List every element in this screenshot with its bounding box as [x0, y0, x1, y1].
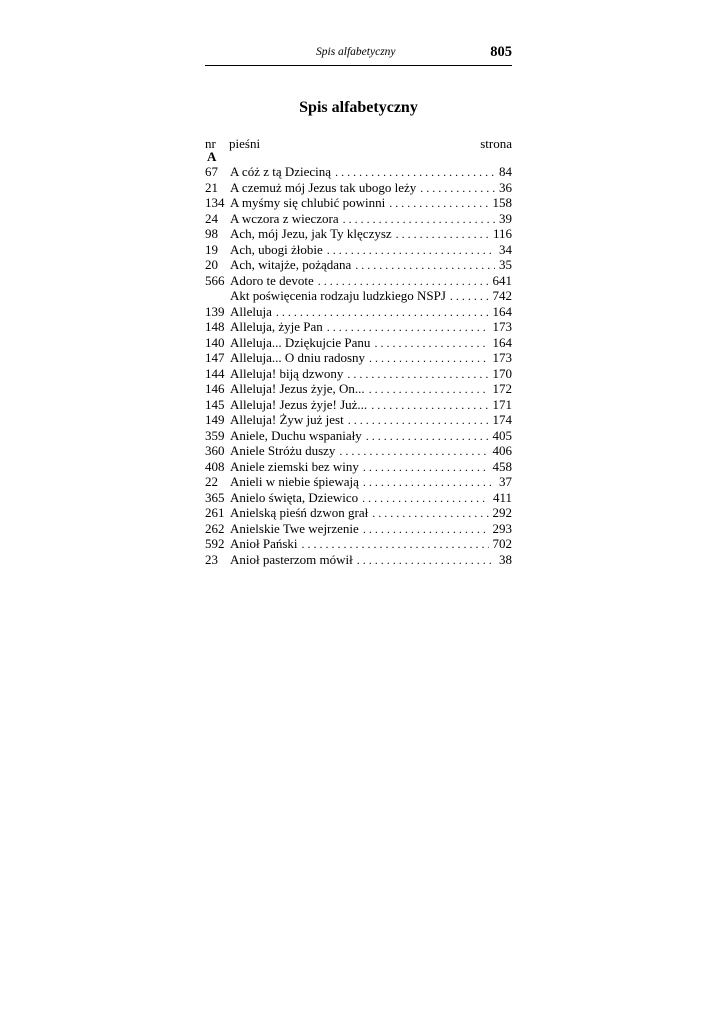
entry-line [230, 443, 512, 460]
entry-title: Alleluja... O dniu radosny [230, 350, 366, 365]
entry-page: 458 [492, 458, 512, 474]
entry-page: 292 [492, 505, 512, 520]
dot-leader [366, 429, 489, 445]
entry-title: Aniele, Duchu wspaniały [230, 427, 362, 443]
index-entry [205, 180, 512, 196]
dot-leader [369, 382, 489, 398]
header-rule [205, 65, 512, 66]
entry-line [230, 366, 512, 383]
entry-title: Anielską pieśń dzwon grał [230, 505, 369, 520]
entry-line [230, 474, 512, 491]
index-entry [205, 319, 512, 335]
index-entry [205, 164, 512, 180]
entry-number: 365 [205, 489, 225, 505]
entry-title: Aniele Stróżu duszy [230, 443, 336, 458]
dot-leader [372, 506, 488, 522]
entry-line [230, 257, 512, 274]
entry-title: Ach, mój Jezu, jak Ty klęczysz [230, 226, 392, 241]
index-entry [205, 350, 512, 366]
entry-title: Alleluja! Jezus żyje! Już... [230, 396, 368, 412]
dot-leader [343, 212, 495, 228]
index-entry [205, 397, 512, 413]
running-title: Spis alfabetyczny [316, 46, 396, 58]
entry-line [230, 459, 512, 476]
index-entry [205, 521, 512, 537]
dot-leader [396, 227, 489, 243]
entry-number: 147 [205, 350, 225, 365]
dot-leader [348, 413, 489, 429]
entry-title: Ach, ubogi żłobie [230, 241, 323, 257]
entry-title: Anielskie Twe wejrzenie [230, 520, 359, 536]
entry-page: 174 [492, 412, 512, 427]
entry-line [230, 350, 512, 367]
index-entry [205, 474, 512, 490]
entry-line [230, 536, 512, 553]
entry-line [230, 490, 512, 507]
entry-page: 173 [492, 319, 512, 334]
dot-leader [369, 351, 488, 367]
entry-page: 293 [492, 520, 512, 536]
entry-title: Akt poświęcenia rodzaju ludzkiego NSPJ [230, 288, 446, 303]
dot-leader [347, 367, 488, 383]
column-header-song: pieśni [229, 136, 261, 151]
index-entry [205, 242, 512, 258]
index-entry [205, 211, 512, 227]
dot-leader [357, 553, 495, 569]
entry-title: Alleluja! Żyw już jest [230, 412, 344, 427]
entry-page: 39 [499, 210, 512, 226]
entry-title: Alleluja, żyje Pan [230, 319, 323, 334]
entry-title: A czemuż mój Jezus tak ubogo leży [230, 179, 417, 195]
entry-number: 139 [205, 303, 225, 319]
entry-number: 145 [205, 396, 225, 412]
entry-number: 261 [205, 505, 225, 520]
index-entry [205, 459, 512, 475]
entry-title: Anioł pasterzom mówił [230, 551, 353, 567]
index-entry [205, 288, 512, 304]
dot-leader [335, 165, 495, 181]
index-entry-list [205, 164, 512, 567]
dot-leader [302, 537, 489, 553]
index-entry [205, 273, 512, 289]
entry-number: 67 [205, 164, 218, 179]
entry-number: 21 [205, 179, 218, 195]
entry-number: 23 [205, 551, 218, 567]
entry-title: A wczora z wieczora [230, 210, 339, 226]
index-entry [205, 226, 512, 242]
entry-page: 36 [499, 179, 512, 195]
entry-title: Aniele ziemski bez winy [230, 458, 359, 474]
dot-leader [389, 196, 488, 212]
entry-line [230, 335, 512, 352]
entry-number: 19 [205, 241, 218, 257]
entry-title: Ach, witajże, pożądana [230, 257, 352, 272]
entry-page: 405 [492, 427, 512, 443]
index-entry [205, 443, 512, 459]
entry-number: 140 [205, 334, 225, 350]
entry-title: A myśmy się chlubić powinni [230, 195, 386, 210]
entry-line [230, 226, 512, 243]
entry-line [230, 164, 512, 181]
entry-number: 24 [205, 210, 218, 226]
dot-leader [327, 243, 495, 259]
entry-page: 172 [492, 381, 512, 396]
entry-title: Alleluja... Dziękujcie Panu [230, 334, 371, 350]
dot-leader [450, 289, 489, 305]
entry-number: 149 [205, 412, 225, 427]
entry-number: 20 [205, 257, 218, 272]
index-entry [205, 505, 512, 521]
dot-leader [420, 181, 495, 197]
entry-number: 592 [205, 536, 225, 551]
entry-page: 116 [492, 226, 512, 241]
section-letter: A [207, 149, 217, 164]
entry-page: 411 [492, 489, 512, 505]
entry-line [230, 505, 512, 522]
entry-page: 171 [492, 396, 512, 412]
index-entry [205, 412, 512, 428]
entry-page: 702 [492, 536, 512, 551]
entry-line [230, 319, 512, 336]
index-entry [205, 335, 512, 351]
entry-page: 35 [499, 257, 512, 272]
index-entry [205, 304, 512, 320]
entry-page: 37 [499, 474, 512, 489]
dot-leader [371, 398, 488, 414]
entry-page: 173 [492, 350, 512, 365]
entry-page: 38 [499, 551, 512, 567]
entry-page: 158 [492, 195, 512, 210]
entry-line [230, 304, 512, 321]
entry-title: Alleluja [230, 303, 272, 319]
dot-leader [363, 522, 489, 538]
entry-page: 170 [492, 365, 512, 381]
entry-number: 98 [205, 226, 218, 241]
dot-leader [374, 336, 488, 352]
index-entry [205, 490, 512, 506]
column-header-number: nr [205, 136, 216, 151]
index-entry [205, 366, 512, 382]
entry-line [230, 552, 512, 569]
entry-title: Alleluja! biją dzwony [230, 365, 344, 381]
page-number: 805 [490, 44, 512, 60]
dot-leader [327, 320, 489, 336]
dot-leader [318, 274, 489, 290]
entry-line [230, 211, 512, 228]
index-entry [205, 552, 512, 568]
entry-number: 148 [205, 319, 225, 334]
entry-page: 742 [492, 288, 512, 303]
entry-line [230, 521, 512, 538]
column-header-page: strona [480, 136, 512, 151]
entry-number: 262 [205, 520, 225, 536]
index-title: Spis alfabetyczny [299, 99, 418, 116]
entry-title: Anioł Pański [230, 536, 298, 551]
entry-line [230, 273, 512, 290]
dot-leader [363, 475, 495, 491]
entry-page: 84 [499, 164, 512, 179]
entry-number: 359 [205, 427, 225, 443]
entry-number: 144 [205, 365, 225, 381]
entry-page: 641 [492, 272, 512, 288]
entry-line [230, 397, 512, 414]
entry-number: 360 [205, 443, 225, 458]
dot-leader [362, 491, 489, 507]
dot-leader [276, 305, 489, 321]
index-entry [205, 428, 512, 444]
entry-page: 164 [492, 334, 512, 350]
entry-line [230, 288, 512, 305]
dot-leader [363, 460, 489, 476]
entry-page: 164 [492, 303, 512, 319]
entry-number: 146 [205, 381, 225, 396]
entry-number: 134 [205, 195, 225, 210]
entry-title: Adoro te devote [230, 272, 314, 288]
entry-page: 406 [492, 443, 512, 458]
entry-title: A cóż z tą Dzieciną [230, 164, 332, 179]
entry-line [230, 381, 512, 398]
entry-title: Anieli w niebie śpiewają [230, 474, 359, 489]
entry-line [230, 428, 512, 445]
entry-line [230, 242, 512, 259]
entry-number: 22 [205, 474, 218, 489]
entry-number: 566 [205, 272, 225, 288]
index-entry [205, 257, 512, 273]
entry-title: Anielo święta, Dziewico [230, 489, 359, 505]
entry-line [230, 412, 512, 429]
dot-leader [339, 444, 488, 460]
entry-line [230, 180, 512, 197]
entry-line [230, 195, 512, 212]
dot-leader [355, 258, 495, 274]
entry-title: Alleluja! Jezus żyje, On... [230, 381, 365, 396]
index-entry [205, 536, 512, 552]
running-header [205, 44, 512, 64]
entry-page: 34 [499, 241, 512, 257]
index-entry [205, 381, 512, 397]
entry-number: 408 [205, 458, 225, 474]
index-entry [205, 195, 512, 211]
